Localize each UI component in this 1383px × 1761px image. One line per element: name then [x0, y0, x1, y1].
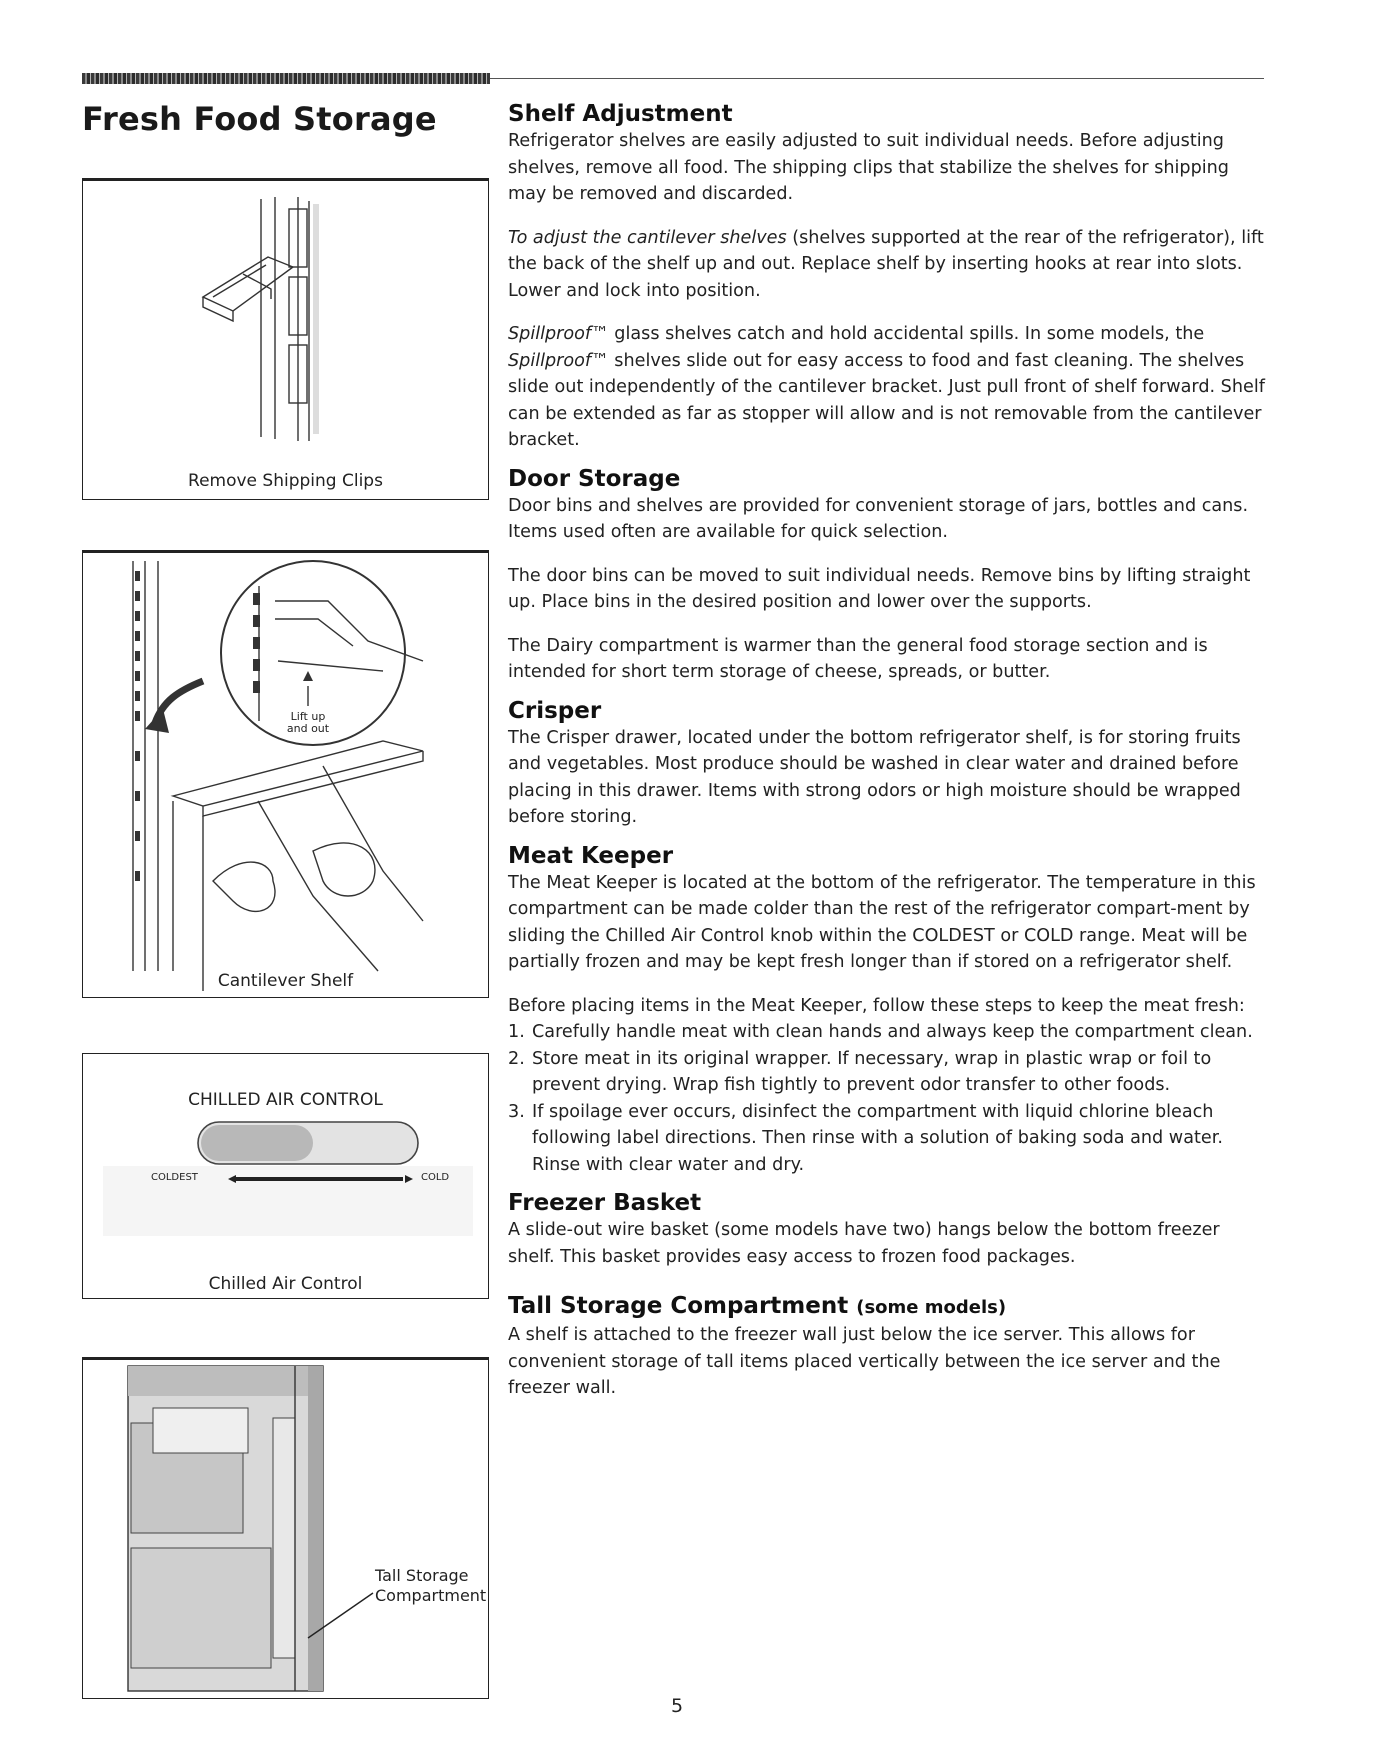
- list-item: [508, 1099, 1268, 1179]
- figure-tall-storage: [82, 1357, 489, 1699]
- italic-phrase: To adjust the cantilever shelves: [508, 227, 787, 248]
- step-number: 1.: [508, 1022, 525, 1042]
- shelf-adjustment-heading: Shelf Adjustment: [508, 101, 733, 127]
- chilled-air-heading: CHILLED AIR CONTROL: [188, 1090, 383, 1110]
- callout-line: Lift up: [290, 710, 326, 723]
- step-text: Store meat in its original wrapper. If necessary, wrap in plastic wrap or foil to prevent drying. Wrap fish tightly to prevent odor transfer to other foods.: [532, 1048, 1212, 1095]
- italic-phrase: Spillproof™: [508, 324, 609, 344]
- cold-label: COLD: [421, 1172, 450, 1183]
- heading-note: (some models): [856, 1297, 1007, 1318]
- figure-caption: Chilled Air Control: [208, 1274, 363, 1294]
- text-run: glass shelves catch and hold accidental spills. In some models, the: [608, 324, 1205, 344]
- italic-phrase: Spillproof™: [508, 350, 609, 371]
- door-storage-p2: The door bins can be moved to suit individual needs. Remove bins by lifting straight up. Place bins in the desired position and lower over the supports.: [508, 565, 1251, 612]
- step-number: 3.: [508, 1101, 525, 1122]
- door-storage-heading: Door Storage: [508, 465, 681, 492]
- figure-caption: Remove Shipping Clips: [188, 471, 383, 491]
- step-number: 2.: [508, 1048, 525, 1069]
- shipping-clips-illustration: [83, 179, 488, 499]
- header-rule-line: [490, 78, 1264, 79]
- figure-caption: Cantilever Shelf: [217, 971, 354, 991]
- freezer-basket-heading: Freezer Basket: [508, 1190, 702, 1216]
- text-run: shelves slide out for easy access to food and fast cleaning. The shelves slide out independently of the cantilever bracket. Just pull front of shelf forward. Shelf can be extended as far as stopper will allow and is not removable from the cantilever bracket.: [508, 350, 1265, 450]
- figure-chilled-air-control: [82, 1053, 489, 1299]
- meat-keeper-heading: Meat Keeper: [508, 842, 674, 869]
- label-line: Compartment: [375, 1586, 487, 1605]
- list-item: [508, 1019, 1268, 1046]
- cantilever-shelf-illustration: [83, 551, 488, 997]
- callout-line: and out: [286, 722, 330, 735]
- heading-text: Tall Storage Compartment: [508, 1293, 849, 1319]
- step-text: Carefully handle meat with clean hands and always keep the compartment clean.: [532, 1022, 1253, 1042]
- coldest-label: COLDEST: [151, 1172, 198, 1183]
- figure-cantilever-shelf: [82, 550, 489, 998]
- tall-storage-illustration: [83, 1358, 488, 1698]
- step-text: If spoilage ever occurs, disinfect the compartment with liquid chlorine bleach following label directions. Then rinse with a solution of baking soda and water. Rinse with clear water and dry.: [532, 1101, 1223, 1175]
- tall-storage-heading: [508, 1292, 1268, 1322]
- crisper-p1: The Crisper drawer, located under the bottom refrigerator shelf, is for storing fruits and vegetables. Most produce should be washed in clear water and drained before placing in this drawer. Items with strong odors or high moisture should be wrapped before storing.: [508, 727, 1241, 827]
- lift-up-callout: [278, 711, 338, 735]
- label-line: Tall Storage: [375, 1566, 469, 1585]
- shelf-adjustment-p1: Refrigerator shelves are easily adjusted to suit individual needs. Before adjusting shelves, remove all food. The shipping clips that stabilize the shelves for shipping may be removed and discarded.: [508, 131, 1229, 204]
- text-run: (shelves supported at the rear of the refrigerator), lift the back of the shelf up and out. Replace shelf by inserting hooks at rear into slots. Lower and lock into position.: [508, 227, 1264, 301]
- page-title: Fresh Food Storage: [82, 100, 437, 138]
- tall-storage-p1: A shelf is attached to the freezer wall just below the ice server. This allows for convenient storage of tall items placed vertically between the ice server and the freezer wall.: [508, 1325, 1221, 1398]
- figure-shipping-clips: [82, 178, 489, 500]
- door-storage-p1: Door bins and shelves are provided for convenient storage of jars, bottles and cans. Items used often are available for quick selection.: [508, 495, 1249, 542]
- meat-keeper-p2: Before placing items in the Meat Keeper, follow these steps to keep the meat fresh:: [508, 995, 1245, 1016]
- tall-storage-label: [375, 1566, 486, 1606]
- content-column: [508, 100, 1268, 1402]
- meat-keeper-p1: The Meat Keeper is located at the bottom of the refrigerator. The temperature in this compartment can be made colder than the rest of the refrigerator compart-ment by sliding the Chilled Air Control knob within the COLDEST or COLD range. Meat will be partially frozen and may be kept fresh longer than if stored on a refrigerator shelf.: [508, 872, 1256, 972]
- freezer-basket-p1: A slide-out wire basket (some models have two) hangs below the bottom freezer shelf. This basket provides easy access to frozen food packages.: [508, 1220, 1220, 1267]
- meat-keeper-steps: [508, 1019, 1268, 1178]
- page-number: 5: [671, 1695, 684, 1717]
- crisper-heading: Crisper: [508, 697, 602, 724]
- header-rule-dark: [82, 73, 490, 84]
- door-storage-p3: The Dairy compartment is warmer than the general food storage section and is intended for short term storage of cheese, spreads, or butter.: [508, 635, 1208, 682]
- shelf-adjustment-p2: [508, 225, 1268, 305]
- list-item: [508, 1046, 1268, 1099]
- shelf-adjustment-p3: [508, 321, 1268, 454]
